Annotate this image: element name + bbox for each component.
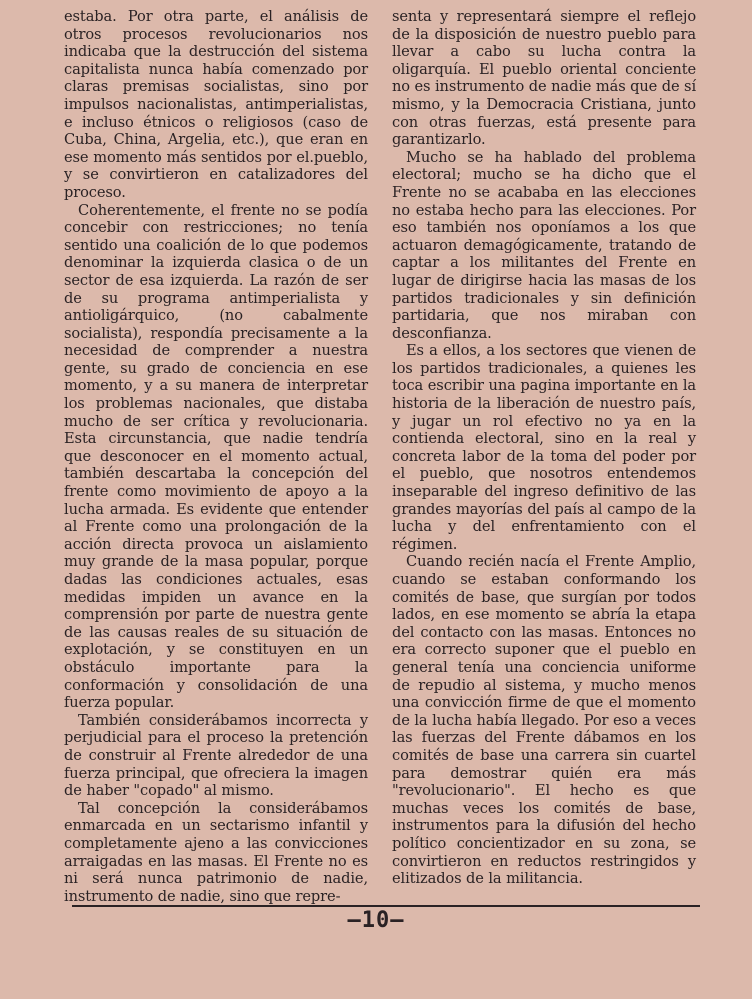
right-column [392, 8, 696, 888]
paragraph: Es a ellos, a los sectores que vienen de los partidos tradicionales, a quienes les toca escribir una pagina importante en la historia de la liberación de nuestro país, y jugar un rol efectivo no ya en la contienda electoral, sino en la real y concreta labor de la toma del poder por el pueblo, que nosotros entendemos inseparable del ingreso definitivo de las grandes mayorías del país al campo de la lucha y del enfrentamiento con el régimen. [392, 342, 696, 553]
paragraph: Cuando recién nacía el Frente Amplio, cuando se estaban conformando los comités de base, que surgían por todos lados, en ese momento se abría la etapa del contacto con las masas. Entonces no era correcto suponer que el pueblo en general tenía una conciencia uniforme de repudio al sistema, y mucho menos una convicción firme de que el momento de la lucha había llegado. Por eso a veces las fuerzas del Frente dábamos en los comités de base una carrera sin cuartel para demostrar quién era más "revolucionario". El hecho es que muchas veces los comités de base, instrumentos para la difusión del hecho político concientizador en su zona, se convirtieron en reductos restringidos y elitizados de la militancia. [392, 553, 696, 888]
paragraph: estaba. Por otra parte, el análisis de otros procesos revolucionarios nos indicaba que la destrucción del sistema capitalista nunca había comenzado por claras premisas socialistas, sino por impulsos nacionalistas, antimperialistas, e incluso étnicos o religiosos (caso de Cuba, China, Argelia, etc.), que eran en ese momento más sentidos por el.pueblo, y se convirtieron en catalizadores del proceso. [64, 8, 368, 201]
paragraph: También considerábamos incorrecta y perjudicial para el proceso la pretención de construir al Frente alrededor de una fuerza principal, que ofreciera la imagen de haber "copado" al mismo. [64, 711, 368, 800]
left-column [64, 8, 368, 905]
page-number: —10— [347, 908, 405, 933]
paragraph: senta y representará siempre el reflejo de la disposición de nuestro pueblo para llevar a cabo su lucha contra la oligarquía. El pueblo oriental conciente no es instrumento de nadie más que de sí mismo, y la Democracia Cristiana, junto con otras fuerzas, está presente para garantizarlo. [392, 8, 697, 149]
paragraph: Tal concepción la considerábamos enmarcada en un sectarismo infantil y completamente ajeno a las convicciones arraigadas en las masas. El Frente no es ni será nunca patrimonio de nadie, instrumento de nadie, sino que repre- [64, 799, 368, 905]
paragraph: Mucho se ha hablado del problema electoral; mucho se ha dicho que el Frente no se acababa en las elecciones no estaba hecho para las elecciones. Por eso también nos oponíamos a los que actuaron demagógicamente, tratando de captar a los militantes del Frente en lugar de dirigirse hacia las masas de los partidos tradicionales y sin definición partidaria, que nos miraban con desconfianza. [392, 148, 696, 342]
footer-rule [72, 905, 700, 907]
paragraph: Coherentemente, el frente no se podía concebir con restricciones; no tenía sentido una coalición de lo que podemos denominar la izquierda clasica o de un sector de esa izquierda. La razón de ser de su programa antimperialista y antioligárquico, (no cabalmente socialista), respondía precisamente a la necesidad de comprender a nuestra gente, su grado de conciencia en ese momento, y a su manera de interpretar los problemas nacionales, que distaba mucho de ser crítica y revolucionaria. Esta circunstancia, que nadie tendría que desconocer en el momento actual, también descartaba la concepción del frente como movimiento de apoyo a la lucha armada. Es evidente que entender al Frente como una prolongación de la acción directa provoca un aislamiento muy grande de la masa popular, porque dadas las condiciones actuales, esas medidas impiden un avance en la comprensión por parte de nuestra gente de las causas reales de su situación de explotación, y se constituyen en un obstáculo importante para la conformación y consolidación de una fuerza popular. [64, 201, 368, 712]
